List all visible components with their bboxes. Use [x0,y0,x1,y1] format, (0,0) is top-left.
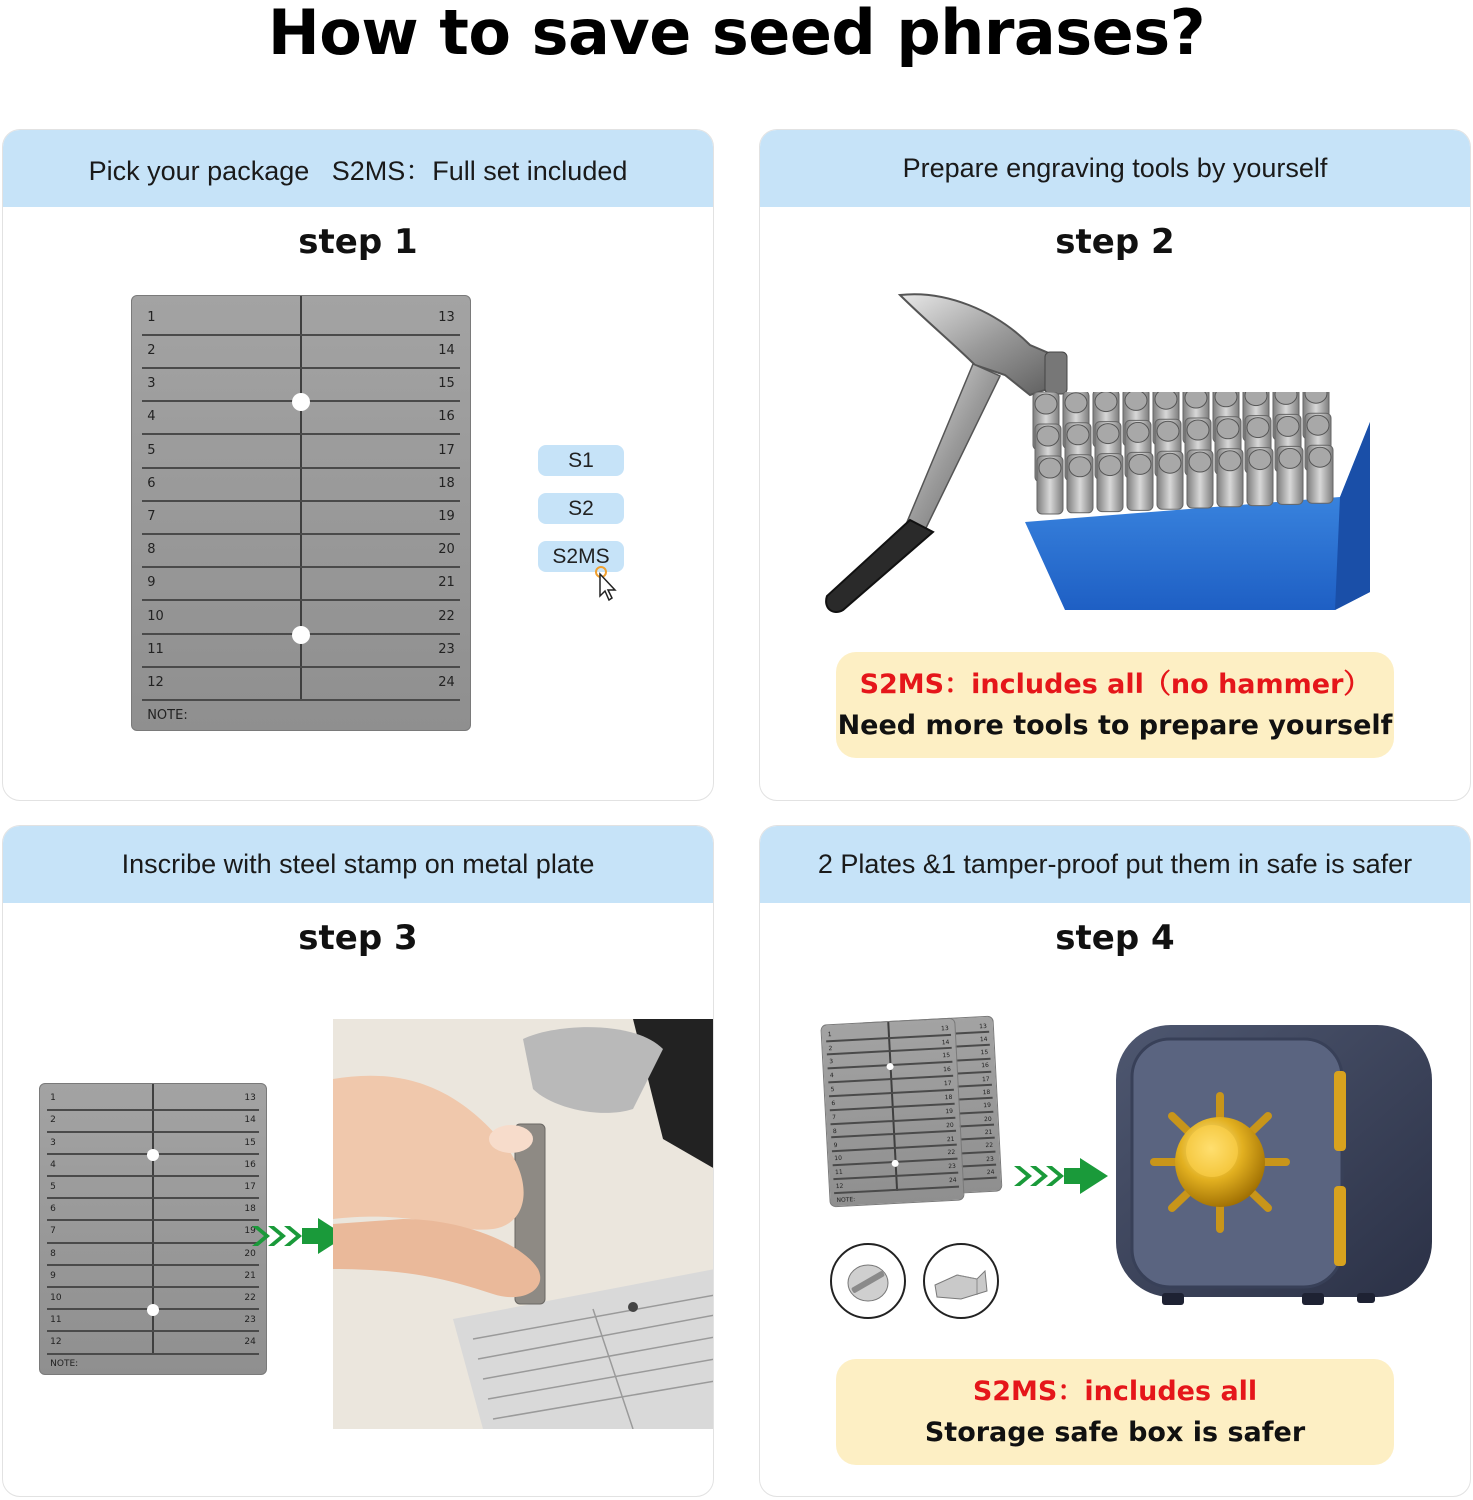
plate-number-left: 7 [50,1226,56,1237]
plate-number-right: 24 [948,1176,957,1185]
steel-stamp-head [1309,447,1331,467]
plate-number-right: 21 [244,1270,256,1281]
plate-line [142,533,460,535]
plate-number-left: 6 [831,1099,836,1108]
plate-number-right: 19 [945,1107,954,1116]
plate-number-left: 10 [50,1292,62,1303]
plate-hole [147,1149,159,1161]
plate-line [142,599,460,601]
plate-number-left: 7 [147,509,156,525]
steel-stamp-head [1279,448,1301,468]
steel-stamp-head [1099,456,1121,476]
plate-number-left: 8 [147,542,156,558]
plate-number-right: 17 [981,1075,990,1084]
step-2-callout-text: Need more tools to prepare yourself [837,710,1393,741]
package-option-s1[interactable]: S1 [538,445,624,476]
plate-number-left: 1 [50,1093,56,1104]
plate-number-left: 11 [147,641,164,657]
plate-number-right: 14 [438,343,455,358]
plate-number-right: 24 [244,1337,256,1348]
plate-number-right: 17 [244,1181,256,1192]
plate-line [47,1197,259,1199]
steel-stamp-head [1095,392,1117,412]
plate-number-left: 3 [147,376,156,392]
plate-number-right: 14 [941,1038,950,1046]
plate-line [47,1286,259,1288]
plate-number-right: 20 [983,1115,992,1123]
plate-line [47,1264,259,1266]
safe-box-icon [1112,1021,1437,1316]
step-2-callout-highlight: S2MS：includes all（no hammer） [859,669,1371,700]
plate-number-right: 19 [983,1102,992,1110]
step-1-header: Pick your package S2MS：Full set included [3,130,713,207]
steel-stamp-head [1039,458,1061,478]
plate-line [47,1242,259,1244]
plate-number-right: 18 [944,1093,953,1102]
step-2-panel [759,129,1471,801]
plate-number-left: 5 [147,442,156,458]
steel-stamp-head [1069,457,1091,477]
package-option-s2ms[interactable]: S2MS [538,541,624,572]
plate-number-left: 2 [828,1044,833,1052]
plate-number-right: 16 [943,1066,952,1074]
plate-number-right: 13 [244,1093,256,1104]
plate-number-left: 2 [147,343,156,358]
plate-number-left: 8 [832,1127,837,1135]
plate-line [142,367,460,369]
plate-number-right: 23 [244,1315,256,1326]
metal-plate [131,295,471,731]
plate-number-left: 5 [50,1181,56,1192]
plate-number-right: 15 [244,1137,256,1148]
step-2-title: step 2 [1055,222,1175,262]
plate-number-right: 21 [438,575,455,591]
plate-number-right: 23 [948,1162,957,1171]
metal-plate-front [820,1018,964,1208]
plate-number-right: 18 [438,475,455,491]
plate-line [142,666,460,668]
plate-number-right: 16 [438,409,455,425]
plate-number-right: 17 [943,1080,952,1088]
steel-stamp-head [1067,425,1089,445]
plate-number-left: 7 [831,1113,837,1121]
plate-number-right: 15 [980,1049,989,1057]
step-3-header: Inscribe with steel stamp on metal plate [3,826,713,903]
plate-number-right: 21 [984,1128,993,1137]
plate-line [47,1353,259,1355]
metal-plate [39,1083,267,1375]
plate-line [142,566,460,568]
steel-stamp-head [1065,393,1087,413]
step-4-panel [759,825,1471,1497]
plate-number-right: 22 [244,1292,256,1303]
steel-stamp-head [1097,424,1119,444]
steel-stamp-head [1127,422,1149,442]
plate-number-right: 22 [438,608,455,624]
step-4-title: step 4 [1055,918,1175,958]
plate-number-right: 24 [438,675,455,691]
page-title: How to save seed phrases? [267,0,1206,69]
plate-number-right: 13 [940,1024,949,1033]
plate-hole [292,626,310,644]
cursor-icon [593,566,623,606]
steel-stamp-head [1249,450,1271,470]
plate-number-right: 16 [244,1159,256,1170]
steel-stamp-head [1159,453,1181,473]
plate-number-right: 15 [438,376,455,392]
plate-line [47,1109,259,1111]
plate-number-right: 19 [244,1226,256,1237]
plate-number-right: 17 [438,442,455,458]
plate-number-right: 18 [982,1088,991,1097]
plate-number-right: 19 [438,509,455,525]
plate-line [47,1175,259,1177]
step-4-callout [836,1359,1394,1465]
step-3-title: step 3 [298,918,418,958]
plate-number-left: 3 [829,1058,834,1066]
plate-number-left: 6 [50,1204,56,1215]
plate-number-right: 16 [981,1062,990,1070]
tamper-seal-icon [921,1241,1001,1321]
plate-number-left: 9 [50,1270,56,1281]
plate-number-right: 13 [438,309,455,325]
plate-number-left: 5 [830,1086,835,1094]
plate-number-left: 4 [50,1159,56,1170]
plate-number-left: 4 [829,1072,834,1080]
plate-number-left: 10 [147,608,164,624]
plate-line [142,467,460,469]
plate-number-left: 4 [147,409,156,425]
plate-number-left: 10 [834,1155,843,1163]
plate-number-left: 12 [50,1337,62,1348]
plate-line [47,1131,259,1133]
plate-number-right: 23 [438,641,455,657]
plate-number-left: 8 [50,1248,56,1259]
plate-number-right: 20 [438,542,455,558]
steel-stamp-head [1155,392,1177,409]
plate-line [47,1330,259,1332]
steel-stamp-head [1219,451,1241,471]
plate-number-right: 24 [986,1168,995,1177]
steel-stamp-head [1307,415,1329,435]
step-1-panel [2,129,714,801]
plate-hole [292,393,310,411]
plate-line [142,334,460,336]
steel-stamp-head [1185,392,1207,408]
steel-stamp-head [1129,454,1151,474]
plate-number-right: 14 [244,1115,256,1126]
plate-hole [886,1063,893,1070]
steel-stamp-head [1189,452,1211,472]
steel-stamp-head [1277,416,1299,436]
plate-number-left: 6 [147,475,156,491]
plate-note-label: NOTE: [836,1195,856,1204]
plate-number-right: 20 [945,1121,954,1129]
plate-line [142,699,460,701]
plate-number-right: 20 [244,1248,256,1259]
plate-line [142,433,460,435]
steel-stamp-head [1187,420,1209,440]
screw-icon [828,1241,908,1321]
steel-stamp-head [1157,421,1179,441]
step-1-title: step 1 [298,222,418,262]
plate-number-right: 23 [985,1155,994,1163]
plate-number-right: 13 [979,1022,988,1030]
steel-stamp-head [1247,418,1269,438]
step-3-panel [2,825,714,1497]
plate-number-left: 3 [50,1137,56,1148]
plate-hole [147,1304,159,1316]
plate-number-right: 21 [946,1135,955,1143]
steel-stamp-head [1125,392,1147,410]
plate-number-left: 1 [827,1030,832,1039]
plate-note-label: NOTE: [147,707,188,723]
green-arrow-icon [1010,1154,1110,1198]
steel-stamp-head [1035,394,1057,414]
step-2-callout [836,652,1394,758]
stamping-photo [333,1019,714,1429]
plate-number-left: 9 [147,575,156,591]
plate-number-right: 15 [942,1052,951,1060]
plate-number-left: 9 [833,1141,838,1149]
plate-number-left: 12 [147,675,164,691]
plate-number-left: 11 [50,1315,62,1326]
plate-hole [891,1159,898,1166]
package-option-s2[interactable]: S2 [538,493,624,524]
step-4-callout-highlight: S2MS：includes all [972,1376,1258,1407]
plate-number-right: 14 [979,1035,988,1044]
plate-number-left: 2 [50,1115,56,1126]
plate-number-right: 18 [244,1204,256,1215]
steel-stamp-head [1215,392,1237,407]
steel-stamp-head [1217,419,1239,439]
plate-number-right: 22 [947,1149,956,1157]
steel-stamp-set-icon [1025,392,1375,617]
plate-note-label: NOTE: [50,1359,79,1369]
plate-number-left: 12 [835,1182,844,1191]
plate-line [47,1219,259,1221]
step-2-header: Prepare engraving tools by yourself [760,130,1470,207]
steel-stamp-head [1037,426,1059,446]
step-4-callout-text: Storage safe box is safer [924,1417,1306,1448]
step-4-header: 2 Plates &1 tamper-proof put them in safe is safer [760,826,1470,903]
plate-number-left: 11 [834,1168,843,1177]
plate-number-right: 22 [985,1142,994,1150]
plate-number-left: 1 [147,309,156,325]
plate-line [142,500,460,502]
